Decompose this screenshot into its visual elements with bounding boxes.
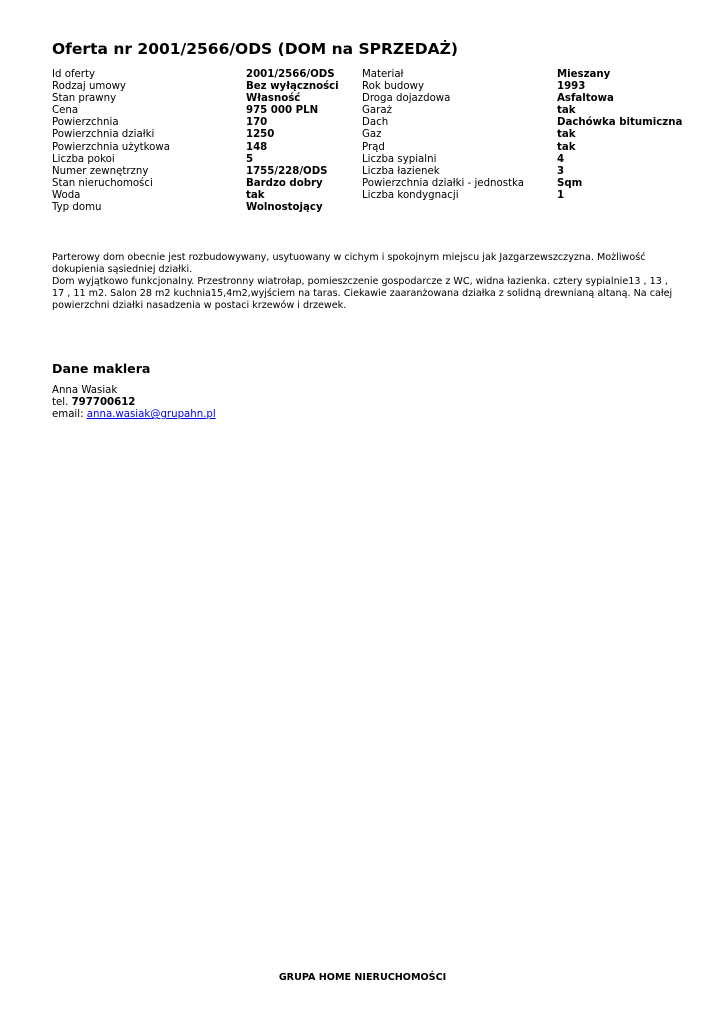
detail-label: Prąd <box>362 141 385 153</box>
details-left-column <box>52 69 352 214</box>
detail-value: Dachówka bitumiczna <box>557 117 683 129</box>
phone-label: tel. <box>52 397 69 409</box>
agent-phone-line <box>52 397 216 409</box>
detail-row <box>52 69 352 81</box>
detail-value: Sqm <box>557 177 583 189</box>
detail-row <box>362 81 692 93</box>
detail-label: Gaz <box>362 129 382 141</box>
detail-row <box>52 117 352 129</box>
detail-row <box>362 190 692 202</box>
detail-row <box>362 166 692 178</box>
detail-row <box>362 154 692 166</box>
details-right-column <box>362 69 692 202</box>
detail-value: 4 <box>557 153 565 165</box>
detail-value: 2001/2566/ODS <box>246 69 335 80</box>
detail-label: Materiał <box>362 69 404 80</box>
detail-row <box>52 93 352 105</box>
detail-value: 170 <box>246 117 268 129</box>
detail-row <box>362 93 692 105</box>
detail-row <box>52 154 352 166</box>
detail-row <box>52 202 352 214</box>
detail-value: tak <box>557 141 576 153</box>
detail-label: Numer zewnętrzny <box>52 165 149 177</box>
detail-label: Powierzchnia działki <box>52 129 155 141</box>
detail-label: Powierzchnia użytkowa <box>52 141 170 153</box>
detail-label: Woda <box>52 189 81 201</box>
agent-email-link[interactable]: anna.wasiak@grupahn.pl <box>86 409 216 421</box>
detail-label: Powierzchnia działki - jednostka <box>362 177 524 189</box>
detail-label: Droga dojazdowa <box>362 93 451 105</box>
detail-label: Id oferty <box>52 69 96 80</box>
detail-label: Liczba kondygnacji <box>362 189 459 201</box>
detail-value: tak <box>557 129 576 141</box>
detail-value: Bez wyłączności <box>246 81 339 93</box>
detail-label: Stan prawny <box>52 93 117 105</box>
detail-value: Własność <box>246 93 301 105</box>
detail-value: Asfaltowa <box>557 93 614 105</box>
description-paragraph: Parterowy dom obecnie jest rozbudowywany, usytuowany w cichym i spokojnym miejscu jak Jazgarzewszczyzna. Możliwość dokupienia sąsiedniej działki. <box>52 252 646 276</box>
detail-row <box>52 142 352 154</box>
detail-label: Powierzchnia <box>52 117 119 129</box>
offer-description <box>52 252 677 312</box>
agent-heading: Dane maklera <box>52 361 151 376</box>
detail-value: 5 <box>246 153 254 165</box>
detail-value: tak <box>246 189 265 201</box>
detail-label: Dach <box>362 117 389 129</box>
detail-row <box>52 105 352 117</box>
detail-label: Typ domu <box>52 202 102 214</box>
detail-label: Liczba sypialni <box>362 153 437 165</box>
detail-label: Stan nieruchomości <box>52 177 153 189</box>
detail-label: Liczba pokoi <box>52 153 115 165</box>
detail-row <box>362 105 692 117</box>
detail-row <box>362 129 692 141</box>
detail-row <box>362 117 692 129</box>
detail-label: Rodzaj umowy <box>52 81 126 93</box>
detail-label: Rok budowy <box>362 81 424 93</box>
detail-value: 1250 <box>246 129 275 141</box>
detail-value: Mieszany <box>557 69 611 80</box>
email-label: email: <box>52 409 84 421</box>
detail-value: 3 <box>557 165 565 177</box>
detail-row <box>52 129 352 141</box>
detail-row <box>362 69 692 81</box>
agent-email-line <box>52 409 216 421</box>
page-title: Oferta nr 2001/2566/ODS (DOM na SPRZEDAŻ) <box>52 40 458 58</box>
detail-value: tak <box>557 105 576 117</box>
agent-contact <box>52 385 216 421</box>
detail-row <box>362 142 692 154</box>
footer-company-name: GRUPA HOME NIERUCHOMOŚCI <box>278 972 447 983</box>
detail-value: Bardzo dobry <box>246 177 323 189</box>
detail-row <box>52 178 352 190</box>
detail-value: Wolnostojący <box>246 202 323 214</box>
detail-row <box>52 166 352 178</box>
detail-value: 148 <box>246 141 268 153</box>
detail-label: Cena <box>52 105 79 117</box>
agent-name: Anna Wasiak <box>52 385 118 396</box>
detail-row <box>362 178 692 190</box>
detail-value: 1993 <box>557 81 586 93</box>
detail-label: Liczba łazienek <box>362 165 440 177</box>
agent-phone: 797700612 <box>71 397 136 409</box>
description-paragraph: Dom wyjątkowo funkcjonalny. Przestronny wiatrołap, pomieszczenie gospodarcze z WC, widna łazienka. cztery sypialnie13 , 13 , 17 , 11 m2. Salon 28 m2 kuchnia15,4m2,wyjściem na taras. Ciekawie zaaranżowana działka z solidną drewnianą altaną. Na całej powierzchni działki nasadzenia w postaci krzewów i drzewek. <box>52 276 673 312</box>
detail-row <box>52 81 352 93</box>
detail-value: 1 <box>557 189 565 201</box>
detail-label: Garaż <box>362 105 392 117</box>
detail-row <box>52 190 352 202</box>
detail-value: 975 000 PLN <box>246 105 319 117</box>
detail-value: 1755/228/ODS <box>246 165 328 177</box>
